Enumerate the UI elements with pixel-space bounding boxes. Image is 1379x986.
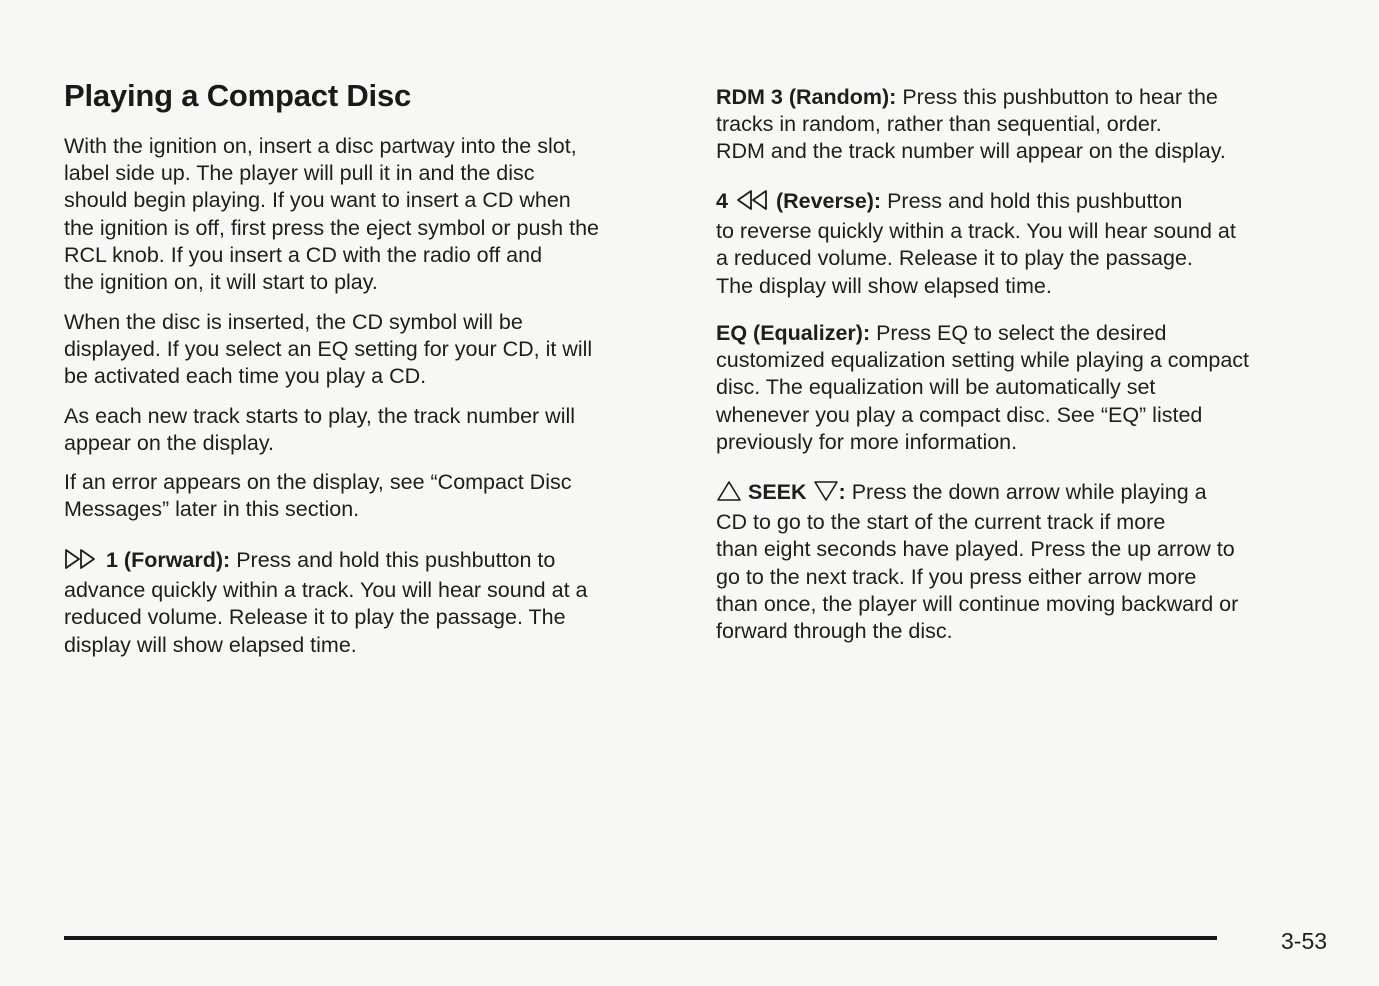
text-line: CD to go to the start of the current track if more xyxy=(716,510,1166,535)
text-line: whenever you play a compact disc. See “EQ” listed xyxy=(716,402,1203,427)
section-title: Playing a Compact Disc xyxy=(64,78,412,113)
text-line xyxy=(716,479,1238,506)
text-line: forward through the disc. xyxy=(716,619,953,644)
reverse-number: 4 xyxy=(716,189,728,213)
forward-label: 1 (Forward): xyxy=(105,548,231,572)
text-line: tracks in random, rather than sequential, order. xyxy=(716,112,1162,137)
text-line: go to the next track. If you press either arrow more xyxy=(716,564,1197,589)
text-line: The display will show elapsed time. xyxy=(716,273,1052,298)
seek-first-line: Press the down arrow while playing a xyxy=(851,480,1207,504)
text-line: than once, the player will continue moving backward or xyxy=(716,591,1239,616)
seek-label: SEEK xyxy=(747,480,807,504)
page-number: 3-53 xyxy=(1281,928,1328,954)
random-label: RDM 3 (Random): xyxy=(716,85,897,109)
text-line: disc. The equalization will be automatically set xyxy=(716,375,1156,400)
forward-first-line: Press and hold this pushbutton to xyxy=(236,548,556,572)
text-line: If an error appears on the display, see “Compact Disc xyxy=(64,470,572,494)
footer-rule xyxy=(64,936,1217,940)
text-line: display will show elapsed time. xyxy=(64,632,357,657)
text-line xyxy=(716,320,1249,347)
text-line: previously for more information. xyxy=(716,429,1018,454)
text-line: displayed. If you select an EQ setting for your CD, it will xyxy=(64,337,593,362)
text-line: to reverse quickly within a track. You will hear sound at xyxy=(716,219,1236,244)
text-line: RCL knob. If you insert a CD with the radio off and xyxy=(64,242,543,267)
rewind-icon xyxy=(734,189,770,211)
text-line: reduced volume. Release it to play the passage. The xyxy=(64,605,566,630)
text-line: label side up. The player will pull it in and the disc xyxy=(64,161,535,186)
text-line xyxy=(716,188,1236,215)
fast-forward-icon xyxy=(64,548,100,570)
text-line: be activated each time you play a CD. xyxy=(64,364,427,389)
track-number-paragraph xyxy=(64,403,575,457)
forward-paragraph xyxy=(64,547,587,659)
error-paragraph xyxy=(64,469,571,523)
reverse-label: (Reverse): xyxy=(775,189,882,213)
text-line: advance quickly within a track. You will hear sound at a xyxy=(64,578,588,603)
eq-label: EQ (Equalizer): xyxy=(716,321,871,345)
text-line: Messages” later in this section. xyxy=(64,497,360,522)
text-line: should begin playing. If you want to insert a CD when xyxy=(64,188,571,213)
text-line: appear on the display. xyxy=(64,431,274,456)
reverse-paragraph xyxy=(716,188,1236,300)
text-line: the ignition on, it will start to play. xyxy=(64,270,378,295)
random-first-line: Press this pushbutton to hear the xyxy=(902,85,1218,109)
text-line: RDM and the track number will appear on the display. xyxy=(716,139,1226,164)
seek-paragraph xyxy=(716,479,1238,645)
text-line: customized equalization setting while playing a compact xyxy=(716,348,1250,373)
random-paragraph xyxy=(716,84,1226,166)
intro-paragraph xyxy=(64,133,599,296)
text-line: than eight seconds have played. Press the up arrow to xyxy=(716,537,1235,562)
text-line xyxy=(64,547,587,574)
text-line: As each new track starts to play, the track number will xyxy=(64,404,576,428)
text-line xyxy=(716,84,1226,111)
down-triangle-icon xyxy=(813,480,839,502)
text-line: With the ignition on, insert a disc partway into the slot, xyxy=(64,134,577,158)
text-line: a reduced volume. Release it to play the passage. xyxy=(716,246,1193,271)
seek-colon: : xyxy=(838,480,846,504)
up-triangle-icon xyxy=(716,480,742,502)
eq-first-line: Press EQ to select the desired xyxy=(876,321,1167,345)
eq-paragraph xyxy=(716,320,1249,456)
reverse-first-line: Press and hold this pushbutton xyxy=(887,189,1183,213)
text-line: When the disc is inserted, the CD symbol will be xyxy=(64,310,523,334)
text-line: the ignition is off, first press the eject symbol or push the xyxy=(64,215,599,240)
cd-symbol-paragraph xyxy=(64,309,592,391)
